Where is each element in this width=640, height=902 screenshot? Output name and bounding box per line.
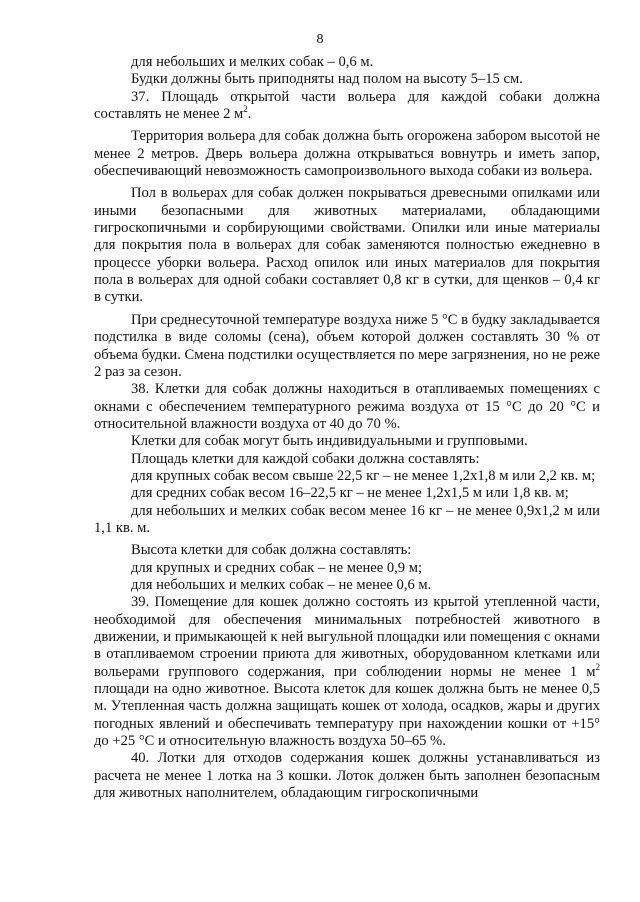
paragraph-40-litter-trays	[94, 750, 600, 802]
paragraph-text: 40. Лотки для отходов содержания кошек должны устанавливаться из расчета не менее 1 лотка на 3 кошки. Лоток должен быть заполнен безопасным для животных наполнителем, обладающим гигроскопичными	[94, 750, 600, 802]
paragraph-bedding	[94, 312, 600, 381]
paragraph-enclosure-fence	[94, 128, 600, 180]
paragraph-text: Будки должны быть приподняты над полом на высоту 5–15 см.	[131, 71, 523, 88]
paragraph-cage-types	[94, 433, 600, 450]
paragraph-37-open-area	[94, 89, 600, 124]
paragraph-text: При среднесуточной температуре воздуха ниже 5 °С в будку закладывается подстилка в виде соломы (сена), объем которой должен составлять 30 % от объема будки. Смена подстилки осуществляется по мере загрязнения, но не реже 2 раз за сезон.	[94, 311, 600, 380]
paragraph-medium-dogs-area	[94, 485, 600, 502]
paragraph-text: для небольших и мелких собак – 0,6 м.	[131, 54, 374, 70]
paragraph-text-end: .	[247, 106, 252, 123]
superscript: 2	[243, 104, 248, 115]
paragraph-text: 37. Площадь открытой части вольера для каждой собаки должна составлять не менее 2 м	[94, 88, 600, 123]
paragraph-text: 38. Клетки для собак должны находиться в отапливаемых помещениях с окнами с обеспечением температурного режима воздуха от 15 °С до 20 °С и относительной влажности воздуха от 40 до 70 %.	[94, 381, 600, 432]
paragraph-small-height	[94, 577, 600, 594]
paragraph-cage-area-intro	[94, 451, 600, 468]
paragraph-text: 39. Помещение для кошек должно состоять из крытой утепленной части, необходимой для обеспечения минимальных потребностей животного в движении, и примыкающей к ней выгульной площадки или помещения с окнами в отапливаемом строении приюта для животных, оборудованном клетками или вольерами группового содержания, при соблюдении нормы не менее 1 м	[94, 594, 600, 680]
paragraph-text: Площадь клетки для каждой собаки должна составлять:	[131, 450, 480, 467]
paragraph-text: для средних собак весом 16–22,5 кг – не менее 1,2х1,5 м или 1,8 кв. м;	[131, 485, 569, 502]
paragraph-text: Территория вольера для собак должна быть огорожена забором высотой не менее 2 метров. Дверь вольера должна открываться вовнутрь и иметь запор, обеспечивающий невозможность самопроизвольного выхода собаки из вольера.	[94, 128, 600, 180]
paragraph-text: Пол в вольерах для собак должен покрываться древесными опилками или иными безопасными для животных материалами, обладающими гигроскопичными и сорбирующими свойствами. Опилки или иные материалы для покрытия пола в вольерах для собак заменяются полностью ежедневно в процессе уборки вольера. Расход опилок или иных материалов для покрытия пола в вольерах для одной собаки составляет 0,8 кг в сутки, для щенков – 0,4 кг в сутки.	[94, 185, 600, 306]
paragraph-text: для крупных собак весом свыше 22,5 кг – не менее 1,2х1,8 м или 2,2 кв. м;	[131, 467, 596, 484]
page-number: 8	[316, 32, 324, 47]
paragraph-floor-covering	[94, 185, 600, 306]
paragraph-text: Клетки для собак могут быть индивидуальными и групповыми.	[131, 433, 528, 450]
paragraph-small-dogs-booth-height	[94, 54, 600, 71]
paragraph-text: Высота клетки для собак должна составлять:	[131, 542, 412, 559]
paragraph-38-cages	[94, 381, 600, 433]
paragraph-large-dogs-area	[94, 468, 600, 485]
document-body	[94, 54, 600, 802]
paragraph-text-continuation: площади на одно животное. Высота клеток для кошек должна быть не менее 0,5 м. Утепленная часть должна защищать кошек от холода, осадков, жары и других погодных явлений и обеспечивать температуру при нахождении кошки от +15° до +25 °С и относительную влажность воздуха 50–65 %.	[94, 681, 600, 750]
paragraph-39-cat-room	[94, 594, 600, 750]
paragraph-text: для небольших и мелких собак весом менее 16 кг – не менее 0,9х1,2 м или 1,1 кв. м.	[94, 502, 600, 536]
paragraph-booth-raised	[94, 71, 600, 88]
paragraph-text: для небольших и мелких собак – не менее 0,6 м.	[131, 576, 432, 593]
paragraph-text: для крупных и средних собак – не менее 0,9 м;	[131, 559, 423, 576]
superscript: 2	[595, 661, 600, 672]
paragraph-small-dogs-area	[94, 503, 600, 538]
paragraph-cage-height-intro	[94, 542, 600, 559]
paragraph-large-medium-height	[94, 560, 600, 577]
